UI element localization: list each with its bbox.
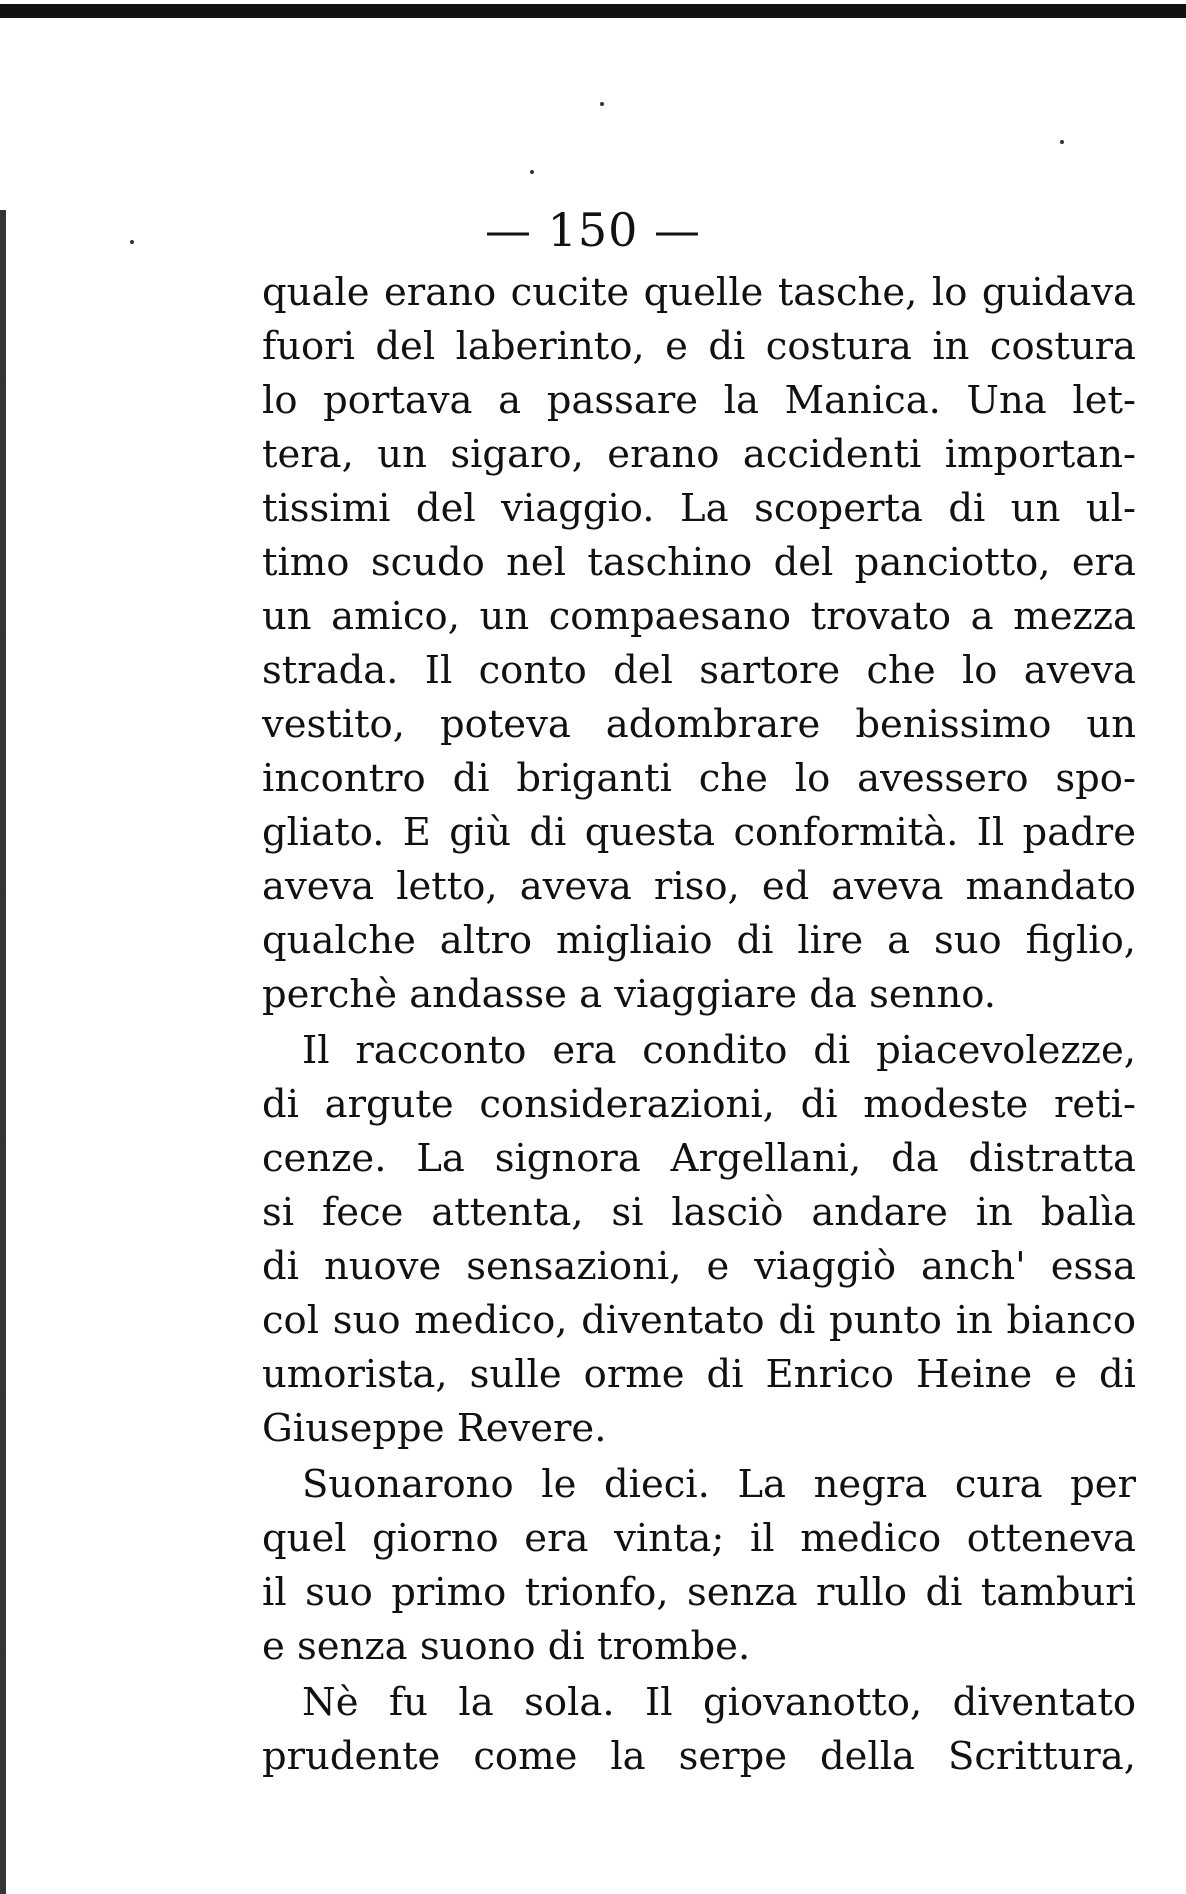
- text-line: lo portava a passare la Manica. Una let-: [262, 378, 1136, 423]
- text-line: prudente come la serpe della Scrittura,: [262, 1734, 1136, 1779]
- text-line: strada. Il conto del sartore che lo aveva: [262, 648, 1136, 693]
- text-line: aveva letto, aveva riso, ed aveva mandato: [262, 864, 1136, 909]
- scan-edge: [0, 210, 10, 1894]
- text-line: di nuove sensazioni, e viaggiò anch' essa: [262, 1244, 1136, 1289]
- text-line: Suonarono le dieci. La negra cura per: [302, 1462, 1136, 1507]
- text-line: tera, un sigaro, erano accidenti importan-: [262, 432, 1136, 477]
- text-line: umorista, sulle orme di Enrico Heine e di: [262, 1352, 1136, 1397]
- text-line: vestito, poteva adombrare benissimo un: [262, 702, 1136, 747]
- text-line: cenze. La signora Argellani, da distratta: [262, 1136, 1136, 1181]
- text-line: quale erano cucite quelle tasche, lo guidava: [262, 270, 1136, 315]
- text-line: Il racconto era condito di piacevolezze,: [302, 1028, 1136, 1073]
- text-line: Nè fu la sola. Il giovanotto, diventato: [302, 1680, 1136, 1725]
- page-number: — 150 —: [484, 203, 702, 257]
- text-line: incontro di briganti che lo avessero spo-: [262, 756, 1136, 801]
- text-line: si fece attenta, si lasciò andare in balìa: [262, 1190, 1136, 1235]
- text-line: tissimi del viaggio. La scoperta di un ul-: [262, 486, 1136, 531]
- text-line: il suo primo trionfo, senza rullo di tamburi: [262, 1570, 1136, 1615]
- text-line: gliato. E giù di questa conformità. Il padre: [262, 810, 1136, 855]
- scan-speck: [600, 102, 604, 106]
- text-line: e senza suono di trombe.: [262, 1624, 751, 1669]
- text-line: qualche altro migliaio di lire a suo figlio,: [262, 918, 1136, 963]
- text-line: di argute considerazioni, di modeste reti-: [262, 1082, 1136, 1127]
- text-line: fuori del laberinto, e di costura in costura: [262, 324, 1136, 369]
- scan-speck: [1060, 140, 1064, 144]
- text-line: Giuseppe Revere.: [262, 1406, 607, 1451]
- text-line: col suo medico, diventato di punto in bianco: [262, 1298, 1136, 1343]
- text-line: timo scudo nel taschino del panciotto, era: [262, 540, 1136, 585]
- text-line: un amico, un compaesano trovato a mezza: [262, 594, 1136, 639]
- top-rule: [0, 4, 1186, 18]
- text-line: perchè andasse a viaggiare da senno.: [262, 972, 997, 1017]
- text-line: quel giorno era vinta; il medico otteneva: [262, 1516, 1136, 1561]
- scan-speck: [530, 170, 534, 174]
